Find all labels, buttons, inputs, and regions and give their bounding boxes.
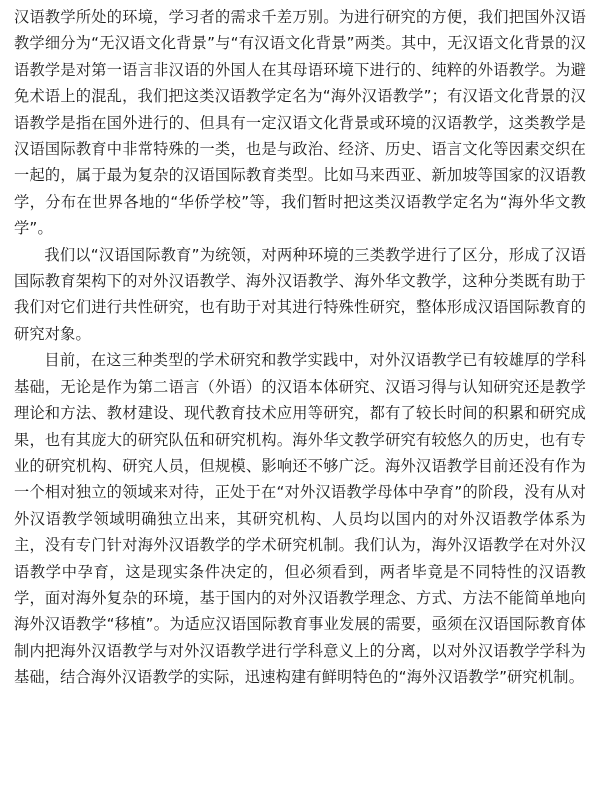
paragraph-1: 汉语教学所处的环境，学习者的需求千差万别。为进行研究的方便，我们把国外汉语教学细分为“无汉语文化背景”与“有汉语文化背景”两类。其中，无汉语文化背景的汉语教学是对第一语言非汉语的外国人在其母语环境下进行的、纯粹的外语教学。为避免术语上的混乱，我们把这类汉语教学定名为“海外汉语教学”；有汉语文化背景的汉语教学是指在国外进行的、但具有一定汉语文化背景或环境的汉语教学，这类教学是汉语国际教育中非常特殊的一类，也是与政治、经济、历史、语言文化等因素交织在一起的，属于最为复杂的汉语国际教育类型。比如马来西亚、新加坡等国家的汉语教学，分布在世界各地的“华侨学校”等，我们暂时把这类汉语教学定名为“海外华文教学”。 [14, 8, 586, 238]
paragraph-2: 我们以“汉语国际教育”为统领，对两种环境的三类教学进行了区分，形成了汉语国际教育架构下的对外汉语教学、海外汉语教学、海外华文教学，这种分类既有助于我们对它们进行共性研究，也有助于对其进行特殊性研究，整体形成汉语国际教育的研究对象。 [14, 245, 586, 343]
paragraph-3: 目前，在这三种类型的学术研究和教学实践中，对外汉语教学已有较雄厚的学科基础，无论是作为第二语言（外语）的汉语本体研究、汉语习得与认知研究还是教学理论和方法、教材建设、现代教育技术应用等研究，都有了较长时间的积累和研究成果，也有其庞大的研究队伍和研究机构。海外华文教学研究有较悠久的历史，也有专业的研究机构、研究人员，但规模、影响还不够广泛。海外汉语教学目前还没有作为一个相对独立的领域来对待，正处于在“对外汉语教学母体中孕育”的阶段，没有从对外汉语教学领域明确独立出来，其研究机构、人员均以国内的对外汉语教学体系为主，没有专门针对海外汉语教学的学术研究机制。我们认为，海外汉语教学在对外汉语教学中孕育，这是现实条件决定的，但必须看到，两者毕竟是不同特性的汉语教学，面对海外复杂的环境，基于国内的对外汉语教学理念、方式、方法不能简单地向海外汉语教学“移植”。为适应汉语国际教育事业发展的需要，亟须在汉语国际教育体制内把海外汉语教学与对外汉语教学进行学科意义上的分离，以对外汉语教学学科为基础，结合海外汉语教学的实际，迅速构建有鲜明特色的“海外汉语教学”研究机制。 [14, 351, 586, 687]
